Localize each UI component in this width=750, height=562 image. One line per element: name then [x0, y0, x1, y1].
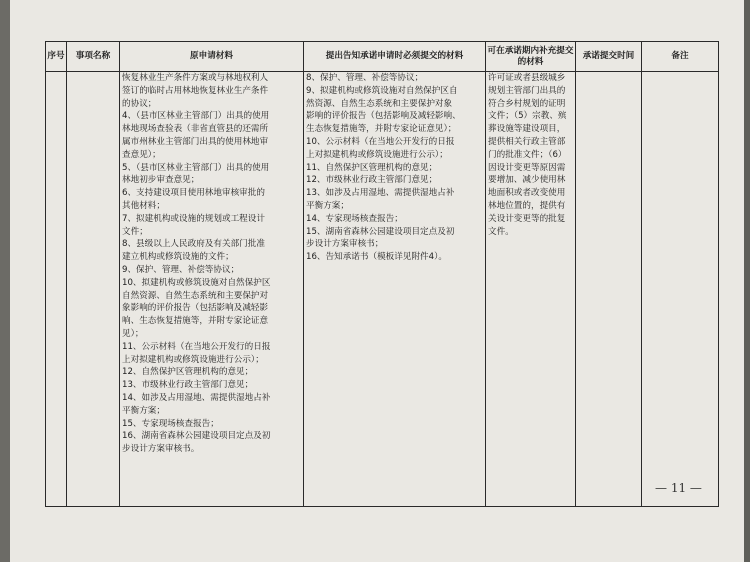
text-line: 见）；	[122, 328, 144, 339]
photo-background-edge	[0, 0, 10, 562]
text-line: 15、专家现场核查报告；	[122, 418, 219, 429]
text-line: 林地初步审查意见；	[122, 175, 200, 186]
header-deadline: 承诺提交时间	[576, 42, 642, 72]
text-line: 10、公示材料（在当地公开发行的日报	[306, 136, 455, 147]
text-line: 生态恢复措施等，并附专家论证意见）；	[306, 124, 457, 135]
text-line: 文件。	[488, 226, 514, 237]
header-seq: 序号	[46, 42, 67, 72]
header-supplement-materials: 可在承诺期内补充提交的材料	[486, 42, 576, 72]
text-line: 上对拟建机构或修筑设施进行公示）；	[122, 354, 264, 365]
text-line: 10、拟建机构或修筑设施对自然保护区	[122, 277, 271, 288]
text-line: 规划主管部门出具的	[488, 85, 566, 96]
materials-table	[45, 41, 719, 507]
text-line: 6、支持建设项目使用林地审核审批的	[122, 188, 265, 199]
text-line: 4、（县市区林业主管部门）出具的使用	[122, 111, 270, 122]
text-line: 9、保护、管理、补偿等协议；	[122, 264, 240, 275]
cell-supplement-materials	[486, 72, 576, 507]
text-line: 12、市级林业行政主管部门意见；	[306, 175, 438, 186]
text-line: 13、市级林业行政主管部门意见；	[122, 380, 254, 391]
text-line: 响、生态恢复措施等，并附专家论证意	[122, 316, 269, 327]
text-line: 关设计变更等的批复	[488, 213, 566, 224]
header-item-name: 事项名称	[67, 42, 120, 72]
table-header-row	[46, 42, 719, 72]
text-line: 平衡方案；	[122, 405, 165, 416]
page-number: — 11 —	[655, 481, 702, 495]
text-line: 9、拟建机构或修筑设施对自然保护区自	[306, 85, 458, 96]
text-line: 影响的评价报告（包括影响及减轻影响、	[306, 111, 461, 122]
text-line: 林地位置的，提供有	[488, 200, 566, 211]
text-line: 11、自然保护区管理机构的意见；	[306, 162, 438, 173]
cell-original-materials	[120, 72, 304, 507]
text-line: 许可证或者县级城乡	[488, 73, 566, 83]
text-line: 步设计方案审核书；	[306, 239, 384, 250]
text-line: 16、告知承诺书（模板详见附件4）。	[306, 252, 448, 263]
text-line: 签订的临时占用林地恢复林业生产条件	[122, 85, 269, 96]
text-line: 14、如涉及占用湿地、需提供湿地占补	[122, 392, 271, 403]
text-line: 的协议；	[122, 98, 157, 109]
text-line: 上对拟建机构或修筑设施进行公示）；	[306, 149, 448, 160]
cell-item-name	[67, 72, 120, 507]
text-line: 符合乡村规划的证明	[488, 98, 566, 109]
cell-deadline	[576, 72, 642, 507]
text-line: 提供相关行政主管部	[488, 136, 566, 147]
table-row	[46, 72, 719, 507]
text-line: 步设计方案审核书。	[122, 444, 200, 455]
text-line: 13、如涉及占用湿地、需提供湿地占补	[306, 188, 455, 199]
text-line: 8、保护、管理、补偿等协议；	[306, 73, 424, 83]
text-line: 文件；	[122, 226, 148, 237]
header-commitment-materials: 提出告知承诺申请时必须提交的材料	[304, 42, 486, 72]
text-line: 林地现场查验表（非省直管县的还需所	[122, 124, 269, 135]
text-line: 自然资源、自然生态系统和主要保护对	[122, 290, 269, 301]
text-line: 7、拟建机构或设施的规划或工程设计	[122, 213, 265, 224]
text-line: 恢复林业生产条件方案或与林地权利人	[122, 73, 269, 83]
text-line: 平衡方案；	[306, 200, 349, 211]
header-remark: 备注	[642, 42, 719, 72]
text-line: 地面积或者改变使用	[488, 188, 566, 199]
header-original-materials: 原申请材料	[120, 42, 304, 72]
text-line: 因设计变更等原因需	[488, 162, 566, 173]
text-line: 建立机构或修筑设施的文件；	[122, 252, 234, 263]
text-line: 14、专家现场核查报告；	[306, 213, 403, 224]
text-line: 象影响的评价报告（包括影响及减轻影	[122, 303, 269, 314]
text-line: 5、（县市区林业主管部门）出具的使用	[122, 162, 270, 173]
text-line: 要增加、减少使用林	[488, 175, 566, 186]
text-line: 文件；（5）宗教、殡	[488, 111, 567, 122]
cell-seq	[46, 72, 67, 507]
text-line: 12、自然保护区管理机构的意见；	[122, 367, 254, 378]
text-line: 门的批准文件；（6）	[488, 149, 567, 160]
text-line: 15、湖南省森林公园建设项目定点及初	[306, 226, 455, 237]
cell-commitment-materials	[304, 72, 486, 507]
cell-remark	[642, 72, 719, 507]
text-line: 然资源、自然生态系统和主要保护对象	[306, 98, 453, 109]
text-line: 11、公示材料（在当地公开发行的日报	[122, 341, 271, 352]
text-line: 葬设施等建设项目，	[488, 124, 566, 135]
text-line: 8、县级以上人民政府及有关部门批准	[122, 239, 265, 250]
text-line: 属市州林业主管部门出具的使用林地审	[122, 136, 269, 147]
text-line: 其他材料；	[122, 200, 165, 211]
text-line: 16、湖南省森林公园建设项目定点及初	[122, 431, 271, 442]
text-line: 查意见）；	[122, 149, 161, 160]
